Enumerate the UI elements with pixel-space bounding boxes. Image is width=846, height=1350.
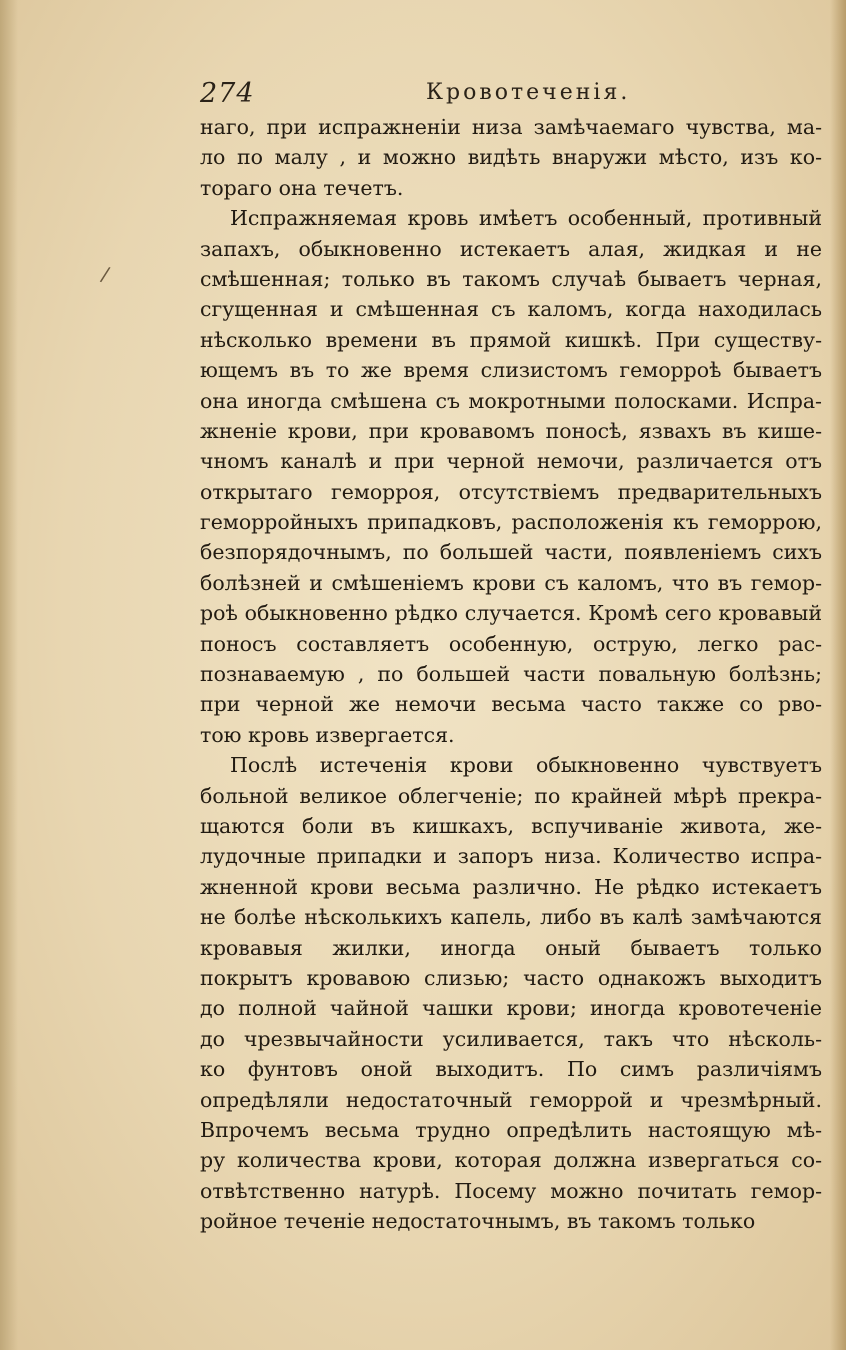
text-line: при черной же немочи весьма часто также со рво- xyxy=(200,692,822,717)
page-edge-shadow xyxy=(830,0,846,1350)
text-line: ющемъ въ то же время слизистомъ геморроѣ бываетъ xyxy=(200,358,822,383)
text-line: болѣзней и смѣшеніемъ крови съ каломъ, что въ гемор- xyxy=(200,570,822,595)
text-line: геморройныхъ припадковъ, расположенія къ геморрою, xyxy=(200,510,822,535)
text-line: познаваемую , по большей части повальную болѣзнь; xyxy=(200,662,822,687)
page-header xyxy=(200,74,631,114)
text-line: ло по малу , и можно видѣть внаружи мѣсто, изъ ко- xyxy=(200,145,822,170)
text-line: открытаго геморроя, отсутствіемъ предварительныхъ xyxy=(200,479,822,504)
text-line: кровавыя жилки, иногда оный бываетъ только xyxy=(200,935,822,960)
page-number: 274 xyxy=(200,78,255,109)
text-line: жненіе крови, при кровавомъ поносѣ, язвахъ въ кише- xyxy=(200,418,822,443)
text-line: жненной крови весьма различно. Не рѣдко истекаетъ xyxy=(200,874,822,899)
margin-pencil-mark: / xyxy=(99,261,112,287)
text-line: до чрезвычайности усиливается, такъ что нѣсколь- xyxy=(200,1026,822,1051)
text-line: ко фунтовъ оной выходитъ. По симъ различіямъ xyxy=(200,1057,822,1082)
text-line: опредѣляли недостаточный геморрой и чрезмѣрный. xyxy=(200,1087,822,1112)
text-line: роѣ обыкновенно рѣдко случается. Кромѣ сего кровавый xyxy=(200,601,822,626)
text-line: безпорядочнымъ, по большей части, появленіемъ сихъ xyxy=(200,540,822,565)
text-line: нѣсколько времени въ прямой кишкѣ. При существу- xyxy=(200,327,822,352)
text-line: Впрочемъ весьма трудно опредѣлить настоящую мѣ- xyxy=(200,1117,822,1142)
text-line: ройное теченіе недостаточнымъ, въ такомъ только xyxy=(200,1209,756,1234)
text-line: тою кровь извергается. xyxy=(200,722,455,747)
text-line: лудочные припадки и запоръ низа. Количество испра- xyxy=(200,844,822,869)
text-line: сгущенная и смѣшенная съ каломъ, когда находилась xyxy=(200,297,822,322)
text-line: она иногда смѣшена съ мокротными полосками. Испра- xyxy=(200,388,822,413)
text-line: Послѣ истеченія крови обыкновенно чувствуетъ xyxy=(230,753,822,778)
text-line: ру количества крови, которая должна извергаться со- xyxy=(200,1148,822,1173)
text-line: поносъ составляетъ особенную, острую, легко рас- xyxy=(200,631,822,656)
text-line: тораго она течетъ. xyxy=(200,175,404,200)
text-line: больной великое облегченіе; по крайней мѣрѣ прекра- xyxy=(200,783,822,808)
text-line: отвѣтственно натурѣ. Посему можно почитать гемор- xyxy=(200,1178,822,1203)
text-line: до полной чайной чашки крови; иногда кровотеченіе xyxy=(200,996,822,1021)
text-line: чномъ каналѣ и при черной немочи, различается отъ xyxy=(200,449,822,474)
text-line: смѣшенная; только въ такомъ случаѣ бываетъ черная, xyxy=(200,266,822,291)
body-text xyxy=(200,112,822,1236)
text-line: не болѣе нѣсколькихъ капель, либо въ калѣ замѣчаются xyxy=(200,905,822,930)
text-line: наго, при испражненіи низа замѣчаемаго чувства, ма- xyxy=(200,115,822,139)
text-line: щаются боли въ кишкахъ, вспучиваніе живота, же- xyxy=(200,813,822,838)
text-line: покрытъ кровавою слизью; часто однакожъ выходитъ xyxy=(200,965,822,990)
text-line: Испражняемая кровь имѣетъ особенный, противный xyxy=(230,206,822,231)
page-gutter-shadow xyxy=(0,0,18,1350)
text-line: запахъ, обыкновенно истекаетъ алая, жидкая и не xyxy=(200,236,822,261)
running-head: Кровотеченія. xyxy=(426,80,631,105)
